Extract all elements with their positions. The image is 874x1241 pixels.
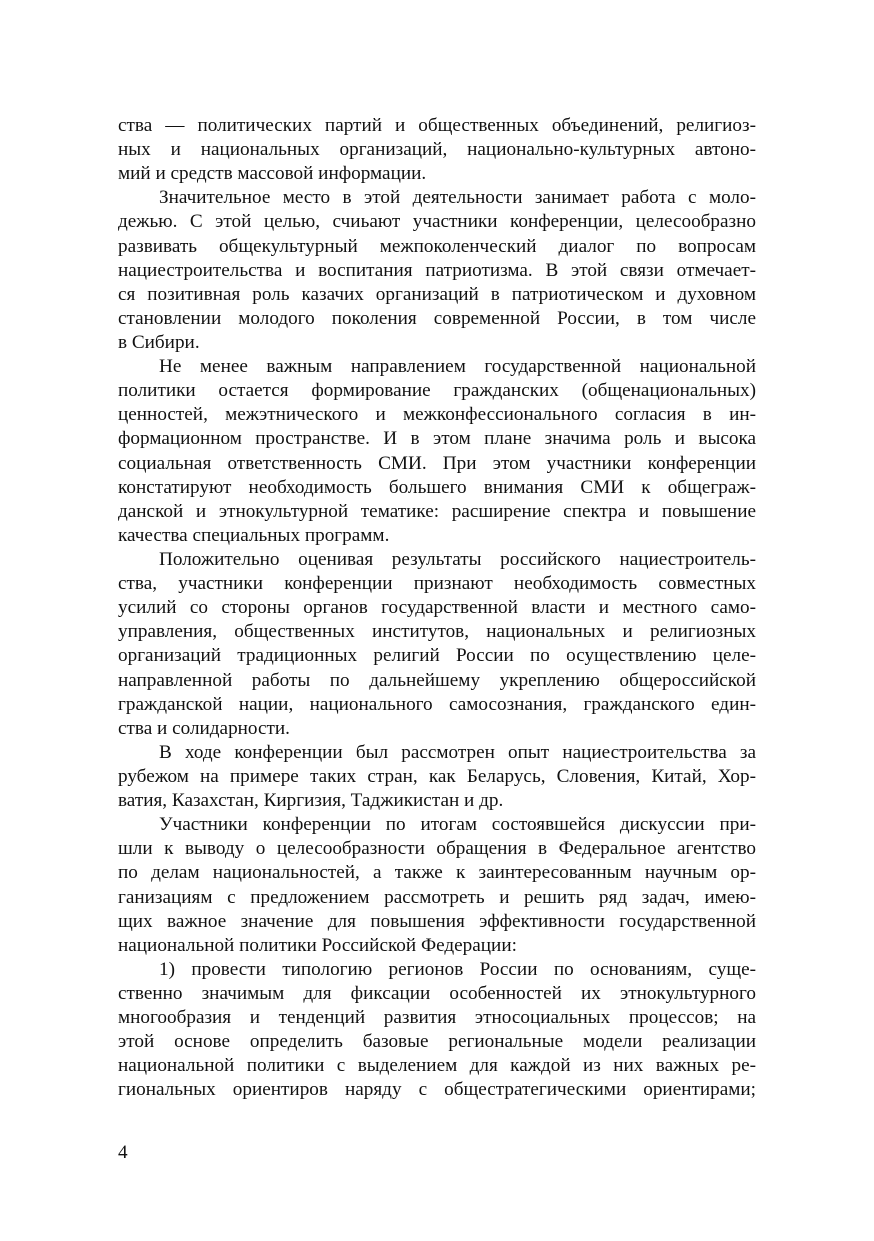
- text-line: рубежом на примере таких стран, как Беларусь, Словения, Китай, Хор-: [118, 765, 756, 787]
- text-line: ственно значимым для фиксации особенностей их этнокультурного: [118, 982, 756, 1004]
- body-text: [118, 114, 756, 1102]
- paragraph-7: [118, 958, 756, 1103]
- text-line: национальной политики с выделением для каждой из них важных ре-: [118, 1055, 756, 1077]
- text-line: мий и средств массовой информации.: [118, 163, 427, 185]
- text-line: дежью. С этой целью, счиьают участники конференции, целесообразно: [118, 211, 756, 233]
- text-line: качества специальных программ.: [118, 524, 390, 546]
- text-line: ства и солидарности.: [118, 717, 290, 739]
- text-line: констатируют необходимость большего внимания СМИ к общеграж-: [118, 476, 756, 498]
- text-line: данской и этнокультурной тематике: расширение спектра и повышение: [118, 500, 756, 522]
- text-line: ных и национальных организаций, национально-культурных автоно-: [118, 139, 756, 161]
- text-line: щих важное значение для повышения эффективности государственной: [118, 910, 756, 932]
- text-line: управления, общественных институтов, национальных и религиозных: [118, 621, 756, 643]
- text-line: по делам национальностей, а также к заинтересованным научным ор-: [118, 862, 756, 884]
- text-line: шли к выводу о целесообразности обращения в Федеральное агентство: [118, 838, 756, 860]
- text-line: ства, участники конференции признают необходимость совместных: [118, 573, 756, 595]
- paragraph-4: [118, 548, 756, 741]
- text-line: организаций традиционных религий России по осуществлению целе-: [118, 645, 756, 667]
- text-line: В ходе конференции был рассмотрен опыт нациестроительства за: [159, 741, 756, 763]
- text-line: этой основе определить базовые региональные модели реализации: [118, 1031, 756, 1053]
- text-line: национальной политики Российской Федерации:: [118, 934, 517, 956]
- text-line: Значительное место в этой деятельности занимает работа с моло-: [159, 187, 756, 209]
- text-line: ганизациям с предложением рассмотреть и решить ряд задач, имею-: [118, 886, 756, 908]
- paragraph-1: [118, 114, 756, 186]
- text-line: становлении молодого поколения современной России, в том числе: [118, 307, 756, 329]
- text-line: гражданской нации, национального самосознания, гражданского един-: [118, 693, 756, 715]
- text-line: Участники конференции по итогам состоявшейся дискуссии при-: [159, 814, 756, 836]
- text-line: ся позитивная роль казачих организаций в патриотическом и духовном: [118, 283, 756, 305]
- text-line: усилий со стороны органов государственной власти и местного само-: [118, 597, 756, 619]
- text-line: 1) провести типологию регионов России по основаниям, суще-: [159, 958, 756, 980]
- text-line: гиональных ориентиров наряду с общестратегическими ориентирами;: [118, 1079, 756, 1101]
- text-line: Положительно оценивая результаты российского нациестроитель-: [159, 548, 756, 570]
- paragraph-6: [118, 813, 756, 958]
- text-line: в Сибири.: [118, 331, 200, 353]
- text-line: ватия, Казахстан, Киргизия, Таджикистан и др.: [118, 790, 504, 812]
- text-line: развивать общекультурный межпоколенческий диалог по вопросам: [118, 235, 756, 257]
- text-line: Не менее важным направлением государственной национальной: [159, 356, 756, 378]
- paragraph-5: [118, 741, 756, 813]
- page-number: 4: [118, 1142, 128, 1163]
- text-line: ства — политических партий и общественных объединений, религиоз-: [118, 115, 756, 136]
- text-line: социальная ответственность СМИ. При этом участники конференции: [118, 452, 756, 474]
- text-line: ценностей, межэтнического и межконфессионального согласия в ин-: [118, 404, 756, 426]
- text-line: политики остается формирование гражданских (общенациональных): [118, 380, 756, 402]
- paragraph-3: [118, 355, 756, 548]
- text-line: многообразия и тенденций развития этносоциальных процессов; на: [118, 1007, 756, 1029]
- paragraph-2: [118, 186, 756, 355]
- text-line: нациестроительства и воспитания патриотизма. В этой связи отмечает-: [118, 259, 756, 281]
- text-line: направленной работы по дальнейшему укреплению общероссийской: [118, 669, 756, 691]
- text-line: формационном пространстве. И в этом плане значима роль и высока: [118, 428, 756, 450]
